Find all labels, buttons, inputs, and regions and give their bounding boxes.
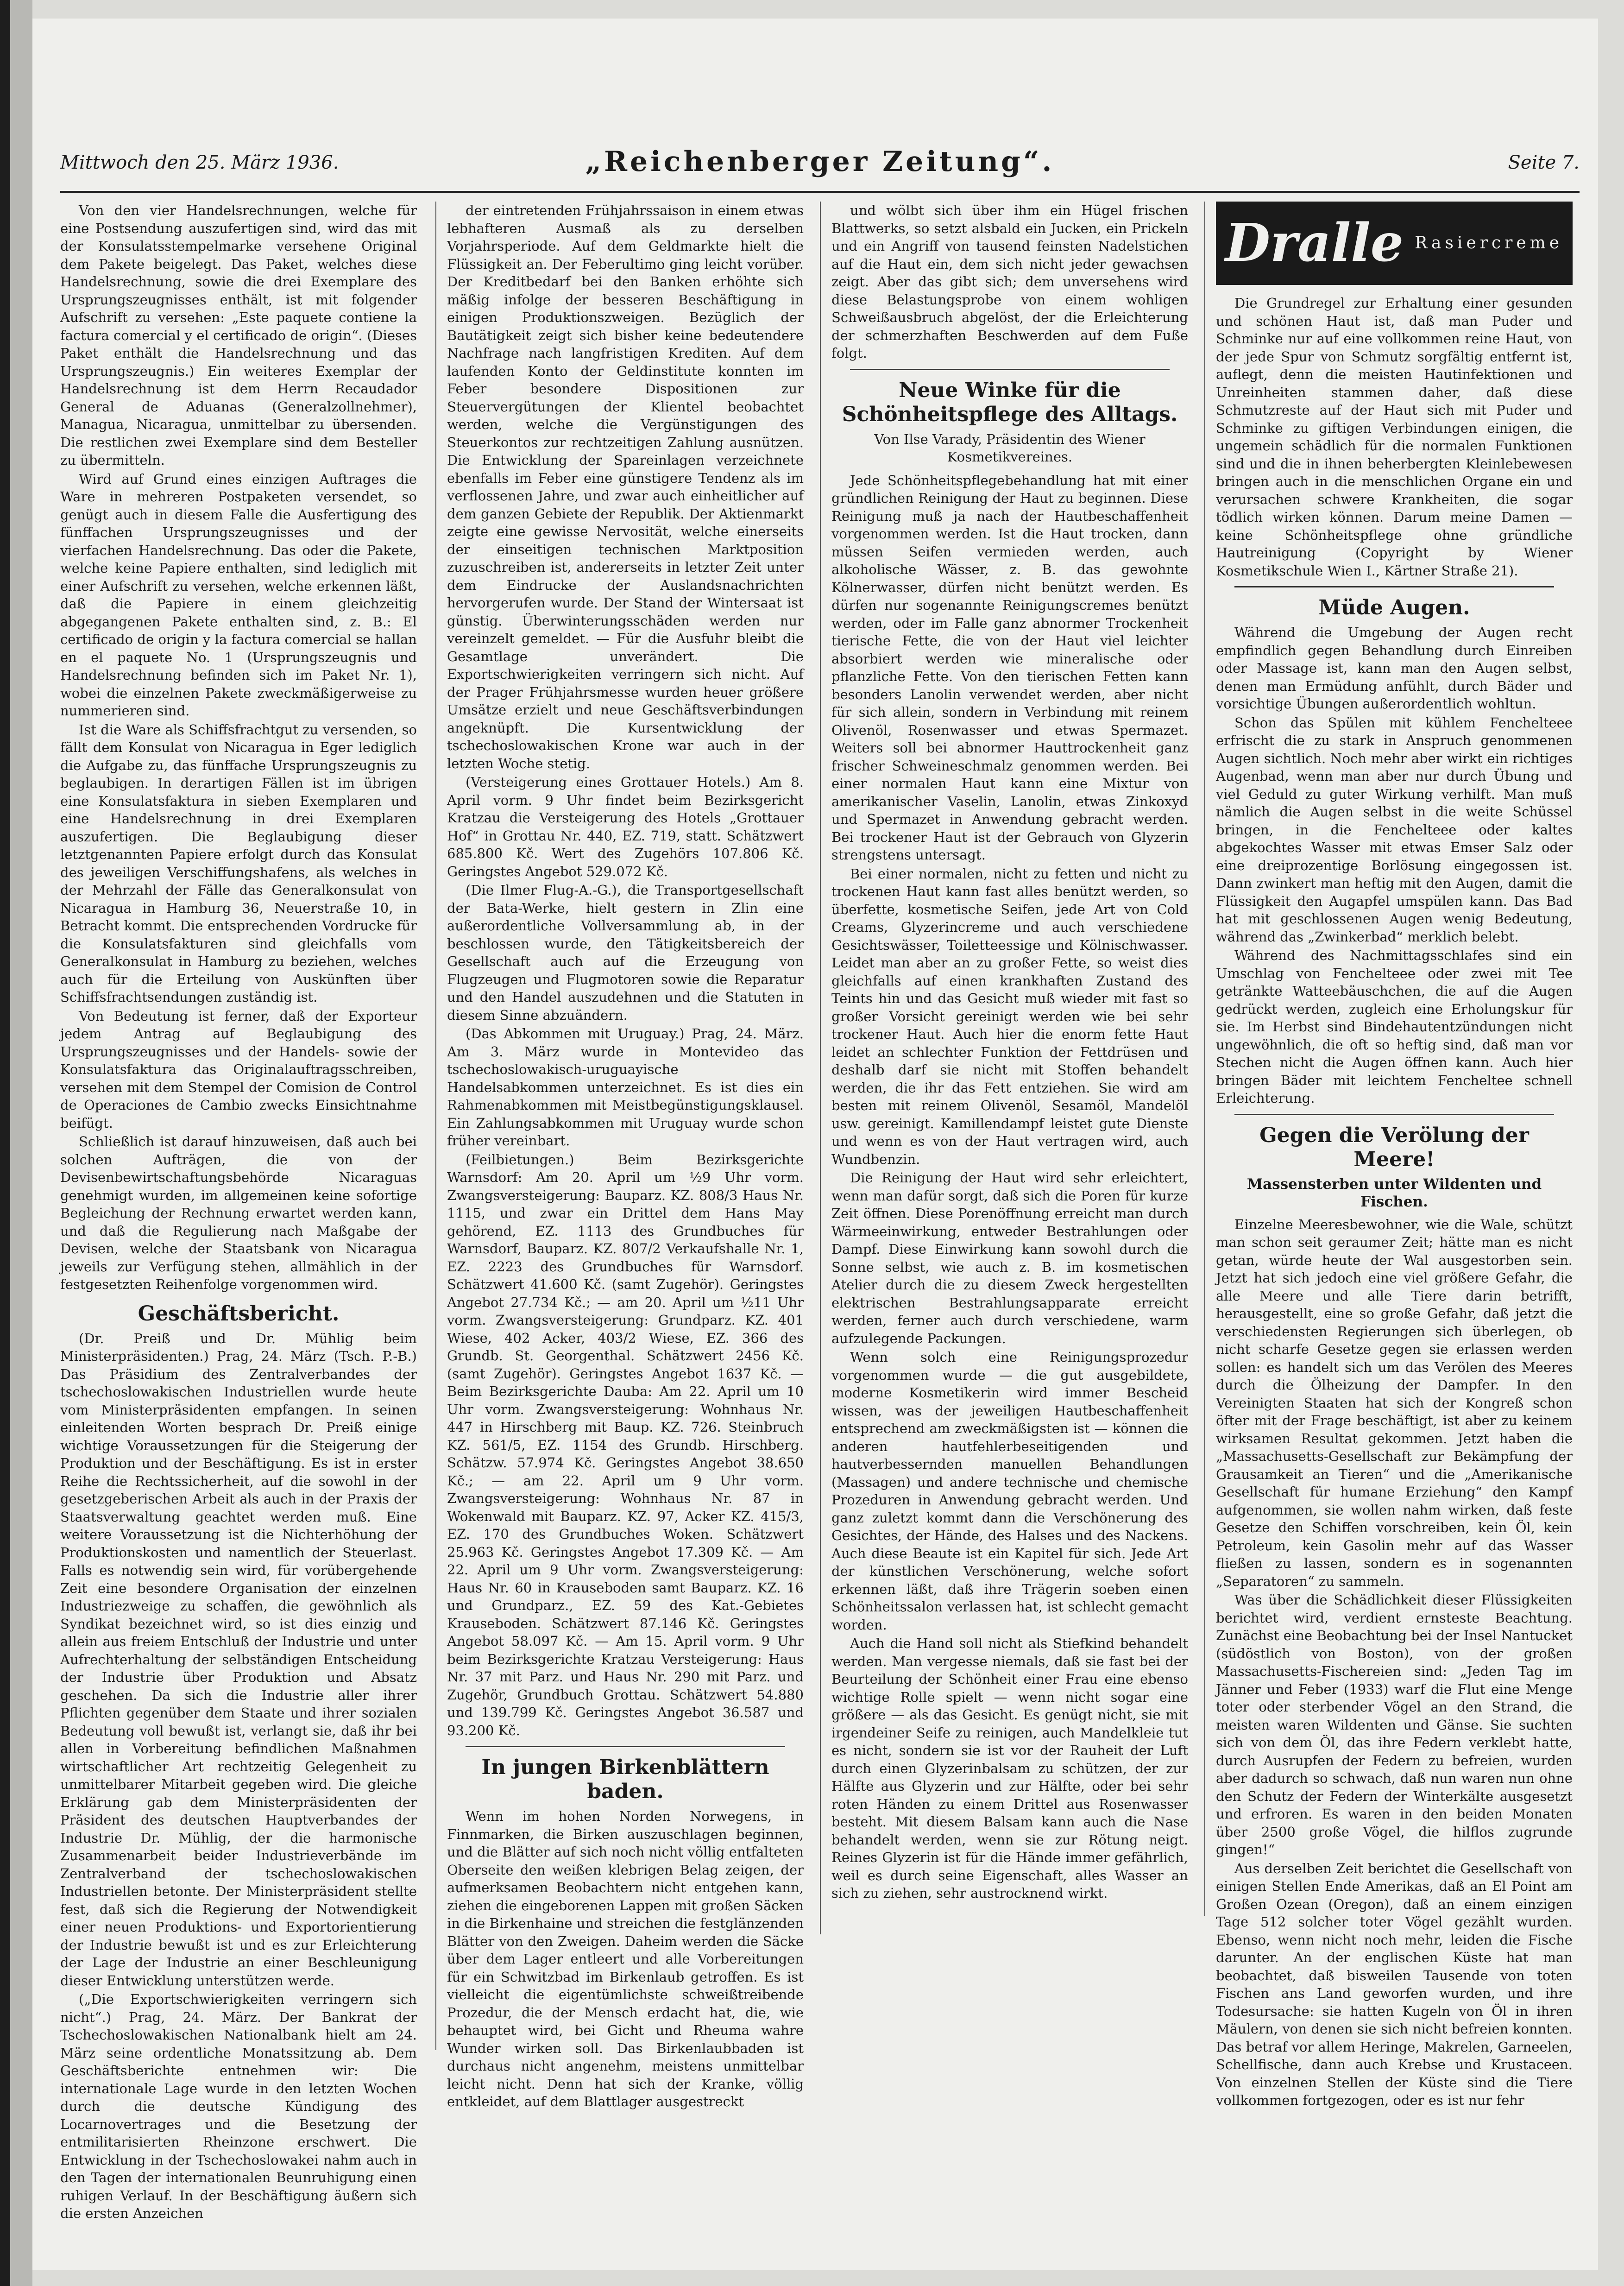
dralle-advertisement	[1216, 202, 1573, 285]
column-1	[60, 202, 417, 2221]
column-3	[831, 202, 1188, 1911]
paragraph: (Feilbietungen.) Beim Bezirksgerichte Warnsdorf: Am 20. April um ½9 Uhr vorm. Zwangsversteigerung: Bauparz. KZ. 808/3 Haus Nr. 1115, und zwar ein Drittel dem Hans May gehörend, EZ. 1113 des Grundbuches für Warnsdorf, Bauparz. KZ. 807/2 Verkaufshalle Nr. 1, EZ. 2223 des Grundbuches für Warnsdorf. Schätzwert 41.600 Kč. (samt Zugehör). Geringstes Angebot 27.734 Kč.; — am 20. April um ½11 Uhr vorm. Zwangsversteigerung: Grundparz. KZ. 401 Wiese, 402 Acker, 403/2 Wiese, EZ. 366 des Grundb. St. Georgenthal. Schätzwert 2456 Kč. (samt Zugehör). Geringstes Angebot 1637 Kč. — Beim Bezirksgerichte Dauba: Am 22. April um 10 Uhr vorm. Zwangsversteigerung: Wohnhaus Nr. 447 in Hirschberg mit Baup. KZ. 726. Steinbruch KZ. 561/5, EZ. 1154 des Grundb. Hirschberg. Schätzw. 57.974 Kč. Geringstes Angebot 38.650 Kč.; — am 22. April um 9 Uhr vorm. Zwangsversteigerung: Wohnhaus Nr. 87 in Wokenwald mit Bauparz. KZ. 97, Acker KZ. 415/3, EZ. 170 des Grundbuches Woken. Schätzwert 25.963 Kč. Geringstes Angebot 17.309 Kč. — Am 22. April um 9 Uhr vorm. Zwangsversteigerung: Haus Nr. 60 in Krauseboden samt Bauparz. KZ. 16 und Grundparz., EZ. 59 des Kat.-Gebietes Krauseboden. Schätzwert 87.146 Kč. Geringstes Angebot 58.097 Kč. — Am 15. April vorm. 9 Uhr beim Bezirksgerichte Kratzau Versteigerung: Haus Nr. 37 mit Parz. und Haus Nr. 290 mit Parz. und Zugehör, Grundbuch Grottau. Schätzwert 54.880 und 139.799 Kč. Geringstes Angebot 36.587 und 93.200 Kč.	[447, 1151, 804, 1738]
page-edge	[0, 0, 32, 2286]
paragraph: Von Bedeutung ist ferner, daß der Exporteur jedem Antrag auf Beglaubigung des Ursprungszeugnisses und der Handels- sowie der Konsulatsfaktura das Originalauftragsschreiben, versehen mit dem Stempel der Comision de Control de Operaciones de Cambio zwecks Einsichtnahme beifügt.	[60, 1008, 417, 1131]
paragraph: („Die Exportschwierigkeiten verringern sich nicht“.) Prag, 24. März. Der Bankrat der Tschechoslowakischen Nationalbank hielt am 24. März seine ordentliche Monatssitzung ab. Dem Geschäftsberichte entnehmen wir: Die internationale Lage wurde in den letzten Wochen durch die deutsche Kündigung des Locarnovertrages und die Besetzung der entmilitarisierten Rheinzone erschwert. Die Entwicklung in der Tschechoslowakei nahm auch in den Tagen der internationalen Beunruhigung einen ruhigen Verlauf. In der Beschäftigung äußern sich die ersten Anzeichen	[60, 1991, 417, 2221]
ad-brand: Dralle	[1225, 212, 1404, 273]
headline-schoenheitspflege: Neue Winke für die Schönheitspflege des Alltags.	[842, 378, 1178, 426]
paragraph: Wenn im hohen Norden Norwegens, in Finnmarken, die Birken auszuschlagen beginnen, und die Blätter auf sich noch nicht völlig entfalteten Oberseite den weißen klebrigen Belag zeigen, der aufmerksamen Beobachtern nicht entgehen kann, ziehen die eingeborenen Lappen mit großen Säcken in die Birkenhaine und streichen die festglänzenden Blätter von den Zweigen. Daheim werden die Säcke über dem Lager entleert und alle Vorbereitungen für ein Schwitzbad im Birkenlaub getroffen. Es ist vielleicht die eigentümlichste schweißtreibende Prozedur, die der Mensch erdacht hat, die, wie behauptet wird, bei Gicht und Rheuma wahre Wunder wirken soll. Das Birkenlaubbaden ist durchaus nicht angenehm, meistens unmittelbar leicht nicht. Denn hat sich der Kranke, völlig entkleidet, auf dem Blattlager ausgestreckt	[447, 1808, 804, 2109]
section-separator	[466, 1746, 785, 1747]
masthead	[60, 144, 1580, 185]
paragraph: Während des Nachmittagsschlafes sind ein Umschlag von Fenchelteee oder zwei mit Tee getränkte Watteebäuschchen, die auf die Augen gedrückt werden, zugleich eine Erholungskur für sie. Im Herbst sind Bindehautentzündungen nicht ungewöhnlich, die oft so heftig sind, daß man vor Stechen nicht die Augen öffnen kann. Auch hier bringen Bäder mit leichtem Fencheltee schnell Erleichterung.	[1216, 947, 1573, 1106]
headline-meere: Gegen die Verölung der Meere!	[1259, 1123, 1529, 1171]
paragraph: Ist die Ware als Schiffsfrachtgut zu versenden, so fällt dem Konsulat von Nicaragua in Eger lediglich die Aufgabe zu, das fünffache Ursprungszeugnis zu beglaubigen. In derartigen Fällen ist im übrigen eine Konsulatsfaktura in sieben Exemplaren und eine Handelsrechnung in drei Exemplaren auszufertigen. Die Beglaubigung dieser letztgenannten Papiere erfolgt durch das Konsulat des jeweiligen Verschiffungshafens, als welches in der Mehrzahl der Fälle das Generalkonsulat von Nicaragua in Hamburg 36, Neuerstraße 10, in Betracht kommt. Die entsprechenden Vordrucke für die Konsulatsfakturen sind gleichfalls vom Generalkonsulat in Hamburg zu beziehen, welches auch für die Erteilung von Auskünften über Schiffsfrachtsendungen zuständig ist.	[60, 721, 417, 1005]
column-4	[1216, 202, 1573, 2108]
paragraph: Wird auf Grund eines einzigen Auftrages die Ware in mehreren Postpaketen versendet, so genügt auch in diesem Falle die Ausfertigung des fünffachen Ursprungszeugnisses und der vierfachen Handelsrechnung. Das oder die Pakete, welche keine Papiere enthalten, sind lediglich mit einer Aufschrift zu versehen, welche erkennen läßt, daß die Papiere in einem gleichzeitig abgegangenen Pakete enthalten sind, z. B.: El certificado de origin y la factura comercial se hallan en el paquete No. 1 (Ursprungszeugnis und Handelsrechnung befinden sich im Paket Nr. 1), wobei die einzelnen Pakete zweckmäßigerweise zu nummerieren sind.	[60, 471, 417, 719]
paragraph: Aus derselben Zeit berichtet die Gesellschaft von einigen Stellen Ende Amerikas, daß an El Point am Großen Ozean (Oregon), daß an einem einzigen Tage 512 solcher toter Vögel gezählt wurden. Ebenso, wenn nicht noch mehr, leiden die Fische darunter. An der englischen Küste hat man beobachtet, daß bisweilen Tausende von toten Fischen ans Land geworfen wurden, und ihre Todesursache: sie hatten Kugeln von Öl in ihren Mäulern, von denen sie sich nicht befreien konnten. Das betraf vor allem Heringe, Makrelen, Garneelen, Schellfische, dann auch Krebse und Krustaceen. Von einzelnen Stellen der Küste sind die Tiere vollkommen fortgezogen, oder es ist nur fehr	[1216, 1860, 1573, 2108]
section-separator	[850, 369, 1170, 370]
paragraph: Jede Schönheitspflegebehandlung hat mit einer gründlichen Reinigung der Haut zu beginnen. Diese Reinigung muß ja nach der Hautbeschaffenheit vorgenommen werden. Ist die Haut trocken, dann müssen Seifen vermieden werden, auch alkoholische Wässer, z. B. das gewohnte Kölnerwasser, dürfen nicht benützt werden. Es dürfen nur sogenannte Reinigungscremes benützt werden, oder im Falle ganz abnormer Trockenheit tierische Fette, die von der Haut viel leichter absorbiert werden wie mineralische oder pflanzliche Fette. Von den tierischen Fetten kann besonders Lanolin verwendet werden, aber nicht für sich allein, sondern in Verbindung mit reinem Olivenöl, Rosenwasser und etwas Spermazet. Weiters soll bei abnormer Hauttrockenheit ganz frischer Schweineschmalz genommen werden. Bei einer normalen Haut kann eine Mixtur von amerikanischer Vaselin, Lanolin, etwas Zinkoxyd und Spermazet in Anwendung gebracht werden. Bei trockener Haut ist der Gebrauch von Glyzerin strengstens untersagt.	[831, 472, 1188, 863]
column-divider	[1204, 202, 1205, 1916]
paragraph: Die Reinigung der Haut wird sehr erleichtert, wenn man dafür sorgt, daß sich die Poren für kurze Zeit öffnen. Diese Porenöffnung erreicht man durch Wärmeeinwirkung, entweder Bestrahlungen oder Dampf. Diese Einwirkung kann sowohl durch die Sonne selbst, wie auch z. B. im kosmetischen Atelier durch die zu diesem Zweck hergestellten elektrischen Bestrahlungsapparate erreicht werden, ferner auch durch verschiedene, warm aufzulegende Packungen.	[831, 1170, 1188, 1346]
newspaper-title: „Reichenberger Zeitung“.	[585, 145, 1055, 178]
paragraph: Schon das Spülen mit kühlem Fenchelteee erfrischt die zu stark in Anspruch genommenen Augen sichtlich. Noch mehr aber wirkt ein richtiges Augenbad, wenn man aber nur durch Übung und viel Geduld zu guter Wirkung verhilft. Man muß nämlich die Augen selbst in die weite Schüssel bringen, in die Fenchelteee oder kaltes abgekochtes Wasser mit etwas Emser Salz oder eine dreiprozentige Borlösung eingegossen ist. Dann zwinkert man heftig mit den Augen, damit die Flüssigkeit den Augapfel umspülen kann. Das Bad hat mit geschlossenen Augen wenig Bedeutung, während das „Zwinkerbad“ merklich belebt.	[1216, 714, 1573, 945]
section-separator	[1234, 586, 1554, 587]
byline: Von Ilse Varady, Präsidentin des Wiener Kosmetikvereines.	[874, 431, 1146, 465]
paragraph: Wenn solch eine Reinigungsprozedur vorgenommen wurde — die gut ausgebildete, moderne Kosmetikerin wird immer Bescheid wissen, was der jeweiligen Hautbeschaffenheit entsprechend am zweckmäßigsten ist — können die anderen hautfehlerbeseitigenden und hautverbessernden manuellen Behandlungen (Massagen) und andere technische und chemische Prozeduren in Anwendung gebracht werden. Und ganz zuletzt kommt dann die Verschönerung des Gesichtes, der Hände, des Halses und des Nackens. Auch diese Beaute ist ein Kapitel für sich. Jede Art der künstlichen Verschönerung, welche sofort erkennen läßt, daß ihre Trägerin soeben einen Schönheitssalon verlassen hat, ist schlecht gemacht worden.	[831, 1349, 1188, 1633]
column-2	[447, 202, 804, 2109]
paragraph: Von den vier Handelsrechnungen, welche für eine Postsendung auszufertigen sind, wird das mit der Konsulatsstempelmarke versehene Original dem Pakete beigelegt. Das Paket, welches diese Handelsrechnung, sowie die drei Exemplare des Ursprungszeugnisses enthält, ist mit folgender Aufschrift zu versehen: „Este paquete contiene la factura comercial y el certificado de origin“. (Dieses Paket enthält die Handelsrechnung und das Ursprungszeugnis.) Ein weiteres Exemplar der Handelsrechnung ist dem Herrn Recaudador General de Aduanas (Generalzollnehmer), Managua, Nicaragua, unmittelbar zu übersenden. Die restlichen zwei Exemplare sind dem Besteller zu übermitteln.	[60, 202, 417, 468]
paragraph: Die Grundregel zur Erhaltung einer gesunden und schönen Haut ist, daß man Puder und Schminke nur auf eine vollkommen reine Haut, von der jede Spur von Schmutz sorgfältig entfernt ist, auflegt, denn die meisten Hautinfektionen und Unreinheiten stammen daher, daß diese Schmutzreste auf der Haut sich mit Puder und Schminke zu giftigen Verbindungen einigen, die ungemein schädlich für die normalen Funktionen sind und die in ihnen beherbergten Kleinlebewesen bringen auch in die menschlichen Organe ein und verursachen schwere Krankheiten, die sogar tödlich wirken können. Darum meine Damen — keine Schönheitspflege ohne gründliche Hautreinigung (Copyright by Wiener Kosmetikschule Wien I., Kärtner Straße 21).	[1216, 295, 1573, 579]
paragraph: Auch die Hand soll nicht als Stiefkind behandelt werden. Man vergesse niemals, daß sie fast bei der Beurteilung der Schönheit einer Frau eine ebenso wichtige Rolle spielt — wenn nicht sogar eine größere — als das Gesicht. Es genügt nicht, sie mit irgendeiner Seife zu reinigen, auch Mandelkleie tut es nicht, sondern sie ist vor der Rauheit der Luft durch einen Glyzerinbalsam zu schützen, der zur Hälfte aus Glyzerin und zur Hälfte, oder bei sehr roten Händen zu einem Drittel aus Rosenwasser besteht. Mit diesem Balsam kann auch die Nase behandelt werden, wenn sie zur Rötung neigt. Reines Glyzerin ist für die Hände immer gefährlich, weil es durch seine Eigenschaft, alles Wasser an sich zu ziehen, sehr austrocknend wirkt.	[831, 1636, 1188, 1901]
header-rule	[60, 191, 1580, 193]
paragraph: (Dr. Preiß und Dr. Mühlig beim Ministerpräsidenten.) Prag, 24. März (Tsch. P.-B.) Das Präsidium des Zentralverbandes der tschechoslowakischen Industriellen wurde heute vom Ministerpräsidenten empfangen. In seinen einleitenden Worten besprach Dr. Preiß einige wichtige Voraussetzungen für die Steigerung der Produktion und der Beschäftigung. Es ist in erster Reihe die Rechtssicherheit, auf die sowohl in der gesetzgeberischen Arbeit als auch in der Praxis der Staatsverwaltung geachtet werden muß. Eine weitere Voraussetzung ist die Nichterhöhung der Produktionskosten und namentlich der Steuerlast. Falls es notwendig sein wird, für vorübergehende Zeit eine besondere Organisation der einzelnen Industriezweige zu schaffen, die gewöhnlich als Syndikat bezeichnet wird, so ist dies einzig und allein aus freiem Entschluß der Industrie und unter Aufrechterhaltung der selbständigen Entscheidung der Industrie über Produktion und Absatz geschehen. Da sich die Industrie aller ihrer Pflichten gegenüber dem Staate und ihrer sozialen Bedeutung voll bewußt ist, verlangt sie, daß ihr bei allen in Vorbereitung befindlichen Maßnahmen wirtschaftlicher Art rechtzeitig Gelegenheit zu unmittelbarer Mitarbeit gegeben wird. Die gleiche Erklärung gab dem Ministerpräsidenten der Präsident des deutschen Hauptverbandes der Industrie Dr. Mühlig, der die harmonische Zusammenarbeit beider Industrieverbände im Zentralverband der tschechoslowakischen Industriellen betonte. Der Ministerpräsident stellte fest, daß sich die Regierung der Notwendigkeit einer neuen Produktions- und Exportorientierung der Industrie bewußt ist und es zur Erleichterung der Lage der Industrie an einer Beschleunigung dieser Entwicklung unterstützen werde.	[60, 1330, 417, 1989]
paragraph: Schließlich ist darauf hinzuweisen, daß auch bei solchen Aufträgen, die von der Devisenbewirtschaftungsbehörde Nicaraguas genehmigt wurden, im allgemeinen keine sofortige Begleichung der Rechnung erwartet werden kann, und daß die Regulierung nach Maßgabe der Devisen, welche der Staatsbank von Nicaragua jeweils zur Verfügung stehen, allmählich in der festgesetzten Reihenfolge vorgenommen wird.	[60, 1134, 417, 1292]
newspaper-page	[32, 19, 1598, 2270]
subheadline: Massensterben unter Wildenten und Fischen.	[1246, 1175, 1542, 1210]
issue-date: Mittwoch den 25. März 1936.	[60, 152, 339, 173]
paragraph: Was über die Schädlichkeit dieser Flüssigkeiten berichtet wird, verdient ernsteste Beachtung. Zunächst eine Beobachtung bei der Insel Nantucket (südöstlich von Boston), von der großen Massachusetts-Fischereien sind: „Jeden Tag im Jänner und Feber (1933) warf die Flut eine Menge toter oder sterbender Vögel an den Strand, die meisten waren Wildenten und Gänse. Sie suchten sich von dem Öl, das ihre Federn verklebt hatte, durch Ausrupfen der Federn zu befreien, wurden aber dadurch so schwach, daß nun waren nun ohne den Schutz der Federn der Winterkälte ausgesetzt und erfroren. Es waren in den beiden Monaten über 2500 große Vögel, die hilflos zugrunde gingen!“	[1216, 1592, 1573, 1857]
headline-muede-augen: Müde Augen.	[1318, 596, 1470, 619]
headline-birkenblaetter: In jungen Birkenblättern baden.	[481, 1756, 769, 1803]
paragraph: (Das Abkommen mit Uruguay.) Prag, 24. März. Am 3. März wurde in Montevideo das tschechoslowakisch-uruguayische Handelsabkommen unterzeichnet. Es ist dies ein Rahmenabkommen mit Meistbegünstigungsklausel. Ein Zahlungsabkommen mit Uruguay wurde schon früher vereinbart.	[447, 1026, 804, 1149]
paragraph: (Versteigerung eines Grottauer Hotels.) Am 8. April vorm. 9 Uhr findet beim Bezirksgericht Kratzau die Versteigerung des Hotels „Grottauer Hof“ in Grottau Nr. 440, EZ. 719, statt. Schätzwert 685.800 Kč. Wert des Zugehörs 107.806 Kč. Geringstes Angebot 529.072 Kč.	[447, 774, 804, 879]
page-number: Seite 7.	[1508, 152, 1580, 173]
column-divider	[435, 202, 436, 2050]
section-separator	[1234, 1114, 1554, 1115]
paragraph: (Die Ilmer Flug-A.-G.), die Transportgesellschaft der Bata-Werke, hielt gestern in Zlin eine außerordentliche Vollversammlung ab, in der beschlossen wurde, den Tätigkeitsbereich der Gesellschaft auch auf die Erzeugung von Flugzeugen und Flugmotoren sowie die Reparatur und den Handel auszudehnen und die Statuten in diesem Sinne abzuändern.	[447, 882, 804, 1023]
paragraph: Bei einer normalen, nicht zu fetten und nicht zu trockenen Haut kann fast alles benützt werden, so überfette, kosmetische Seifen, jede Art von Cold Creams, Glyzerincreme und auch verschiedene Gesichtswässer, Toiletteessige und Kölnischwasser. Leidet man aber an zu großer Fette, so weist dies gleichfalls auf einen krankhaften Zustand des Teints hin und das Gesicht muß wieder mit fast so großer Vorsicht gereinigt werden wie bei sehr trockener Haut. Auch hier die enorm fette Haut leidet an schlechter Funktion der Fettdrüsen und deshalb darf sie nicht mit Stoffen behandelt werden, die ihr das Fett entziehen. Sie wird am besten mit reinem Olivenöl, Sesamöl, Mandelöl usw. gereinigt. Kamillendampf leistet gute Dienste und wenn es von der Haut vertragen wird, auch Wundbenzin.	[831, 865, 1188, 1167]
column-divider	[820, 202, 821, 1934]
paragraph: Einzelne Meeresbewohner, wie die Wale, schützt man schon seit geraumer Zeit; hätte man es nicht getan, würde heute der Wal ausgestorben sein. Jetzt hat sich jedoch eine viel größere Gefahr, die alle Meere und alle Tiere darin betrifft, herausgestellt, eine so große Gefahr, daß jetzt die verschiedensten Regierungen sich überlegen, ob nicht scharfe Gesetze gegen sie erlassen werden sollen: es handelt sich um das Verölen des Meeres durch die Ölheizung der Dampfer. In den Vereinigten Staaten hat sich der Kongreß schon öfter mit der Frage beschäftigt, ist aber zu keinem wirksamen Resultat gekommen. Jetzt haben die „Massachusetts-Gesellschaft zur Bekämpfung der Grausamkeit an Tieren“ und die „Amerikanische Gesellschaft für humane Erziehung“ den Kampf aufgenommen, sie wollen nahm wirken, daß feste Gesetze den Schiffen vorschreiben, kein Öl, kein Petroleum, kein Gasolin mehr auf das Wasser fließen zu lassen, sondern es in sogenannten „Separatoren“ zu sammeln.	[1216, 1216, 1573, 1589]
ad-tagline: Rasiercreme	[1415, 233, 1563, 253]
headline-geschaeftsbericht: Geschäftsbericht.	[138, 1301, 340, 1326]
paragraph: der eintretenden Frühjahrssaison in einem etwas lebhafteren Ausmaß als zu derselben Vorjahrsperiode. Auf dem Geldmarkte hielt die Flüssigkeit an. Der Feberultimo ging leicht vorüber. Der Kreditbedarf bei den Banken erhöhte sich mäßig infolge der besseren Beschäftigung in einigen Produktionszweigen. Bezüglich der Bautätigkeit zeigt sich bisher keine bedeutendere Nachfrage nach langfristigen Krediten. Auf dem laufenden Konto der Geldinstitute konnten im Feber besondere Dispositionen zur Steuervergütungen der Klientel beobachtet werden, welche die Vergünstigungen des Steuerkontos zur rechtzeitigen Zahlung ausnützen. Die Entwicklung der Spareinlagen verzeichnete ebenfalls im Feber eine günstigere Tendenz als im verflossenen Jahre, und zwar auch einheitlicher auf dem ganzen Gebiete der Republik. Der Aktienmarkt zeigte eine gewisse Nervosität, welche einerseits der einseitigen technischen Marktposition zuzuschreiben ist, andererseits in letzter Zeit unter dem Eindrucke der Auslandsnachrichten hervorgerufen wurde. Der Stand der Wintersaat ist günstig. Überwinterungsschäden werden nur vereinzelt gemeldet. — Für die Ausfuhr bleibt die Gesamtlage unverändert. Die Exportschwierigkeiten verringern sich nicht. Auf der Prager Frühjahrsmesse wurden heuer größere Umsätze erzielt und neue Geschäftsverbindungen angeknüpft. Die Kursentwicklung der tschechoslowakischen Krone war auch in der letzten Woche stetig.	[447, 202, 804, 771]
paragraph: und wölbt sich über ihm ein Hügel frischen Blattwerks, so setzt alsbald ein Jucken, ein Prickeln und ein Angriff von tausend feinsten Nadelstichen auf die Haut ein, dem sich nicht jeder gewachsen zeigt. Aber das gibt sich; dem unversehens wird diese Belastungsprobe von einem wohligen Schweißausbruch abgelöst, der die Erleichterung der schmerzhaften Beschwerden auf dem Fuße folgt.	[831, 202, 1188, 361]
paragraph: Während die Umgebung der Augen recht empfindlich gegen Behandlung durch Einreiben oder Massage ist, kann man den Augen selbst, denen man Ermüdung anfühlt, durch Bäder und vorsichtige Übungen außerordentlich wohltun.	[1216, 625, 1573, 712]
